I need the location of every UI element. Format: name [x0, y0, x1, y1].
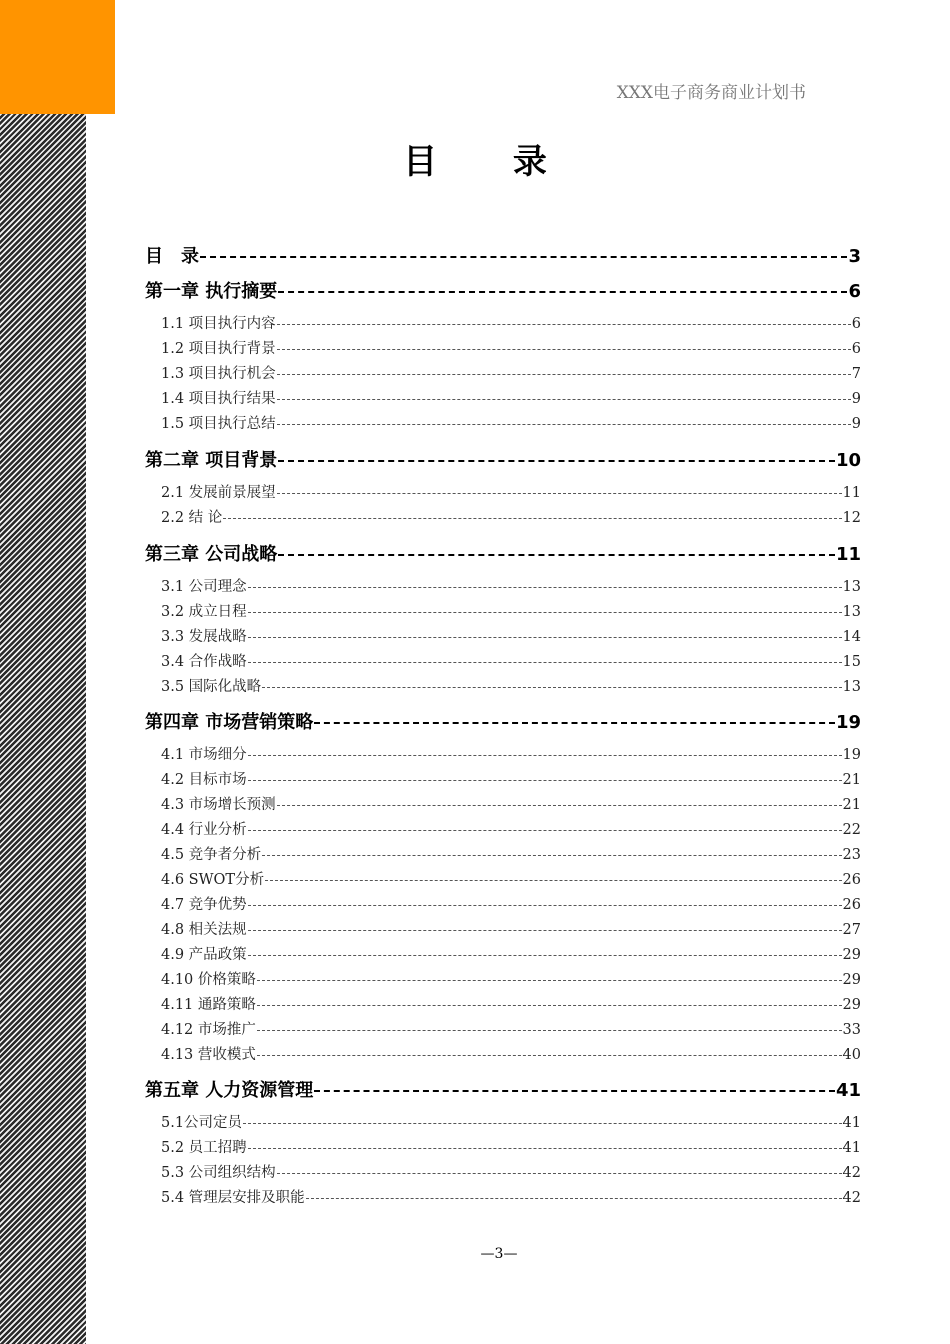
- toc-dash-leader: [248, 905, 842, 906]
- toc-section-entry[interactable]: [161, 675, 861, 696]
- toc-page-number: 6: [848, 281, 861, 302]
- toc-entry-label: 4.1 市场细分: [161, 747, 247, 763]
- toc-entry-label: 4.4 行业分析: [161, 822, 247, 838]
- toc-dash-leader: [248, 662, 842, 663]
- toc-entry-label: 1.2 项目执行背景: [161, 341, 276, 357]
- toc-section-entry[interactable]: [161, 337, 861, 358]
- toc-dash-leader: [257, 1055, 842, 1056]
- toc-entry-label: 4.8 相关法规: [161, 922, 247, 938]
- page-number-footer: —3—: [480, 1246, 518, 1262]
- toc-section-entry[interactable]: [161, 743, 861, 764]
- toc-entry-label: 3.1 公司理念: [161, 579, 247, 595]
- toc-chapter-entry[interactable]: [145, 708, 861, 734]
- toc-section-entry[interactable]: [161, 362, 861, 383]
- toc-entry-label: 1.4 项目执行结果: [161, 391, 276, 407]
- toc-entry-label: 第三章 公司战略: [145, 544, 278, 565]
- toc-page-number: 9: [851, 391, 861, 407]
- toc-chapter-entry[interactable]: [145, 540, 861, 566]
- toc-dash-leader: [248, 587, 842, 588]
- toc-dash-leader: [248, 1148, 842, 1149]
- toc-section-entry[interactable]: [161, 600, 861, 621]
- toc-dash-leader: [277, 399, 851, 400]
- toc-section-entry[interactable]: [161, 893, 861, 914]
- toc-section-entry[interactable]: [161, 506, 861, 527]
- toc-dash-leader: [248, 612, 842, 613]
- document-header-title: XXX电子商务商业计划书: [616, 83, 806, 103]
- toc-section-entry[interactable]: [161, 968, 861, 989]
- toc-page-number: 26: [842, 897, 861, 913]
- toc-section-entry[interactable]: [161, 1136, 861, 1157]
- toc-entry-label: 2.2 结 论: [161, 510, 223, 526]
- toc-section-entry[interactable]: [161, 575, 861, 596]
- toc-dash-leader: [277, 805, 842, 806]
- toc-section-entry[interactable]: [161, 1043, 861, 1064]
- toc-page-number: 41: [835, 1080, 861, 1101]
- toc-entry-label: 4.7 竞争优势: [161, 897, 247, 913]
- toc-page-number: 19: [842, 747, 861, 763]
- orange-corner-block: [0, 0, 115, 114]
- toc-dash-leader: [248, 955, 842, 956]
- toc-entry-label: 4.10 价格策略: [161, 972, 256, 988]
- toc-page-number: 10: [835, 450, 861, 471]
- toc-entry-label: 4.11 通路策略: [161, 997, 256, 1013]
- toc-dash-leader: [257, 980, 842, 981]
- toc-dash-leader: [277, 374, 851, 375]
- toc-entry-label: 第四章 市场营销策略: [145, 712, 314, 733]
- toc-dash-leader: [314, 1090, 835, 1092]
- toc-section-entry[interactable]: [161, 1018, 861, 1039]
- toc-dash-leader: [243, 1123, 841, 1124]
- toc-entry-label: 5.4 管理层安排及职能: [161, 1190, 305, 1206]
- toc-section-entry[interactable]: [161, 481, 861, 502]
- toc-chapter-entry[interactable]: [145, 446, 861, 472]
- toc-section-entry[interactable]: [161, 650, 861, 671]
- toc-dash-leader: [248, 830, 842, 831]
- toc-dash-leader: [277, 424, 851, 425]
- toc-dash-leader: [278, 554, 835, 556]
- toc-page-number: 3: [848, 246, 861, 267]
- toc-dash-leader: [223, 518, 841, 519]
- toc-dash-leader: [262, 855, 841, 856]
- toc-entry-label: 5.3 公司组织结构: [161, 1165, 276, 1181]
- toc-page-number: 23: [842, 847, 861, 863]
- toc-dash-leader: [200, 256, 847, 258]
- toc-entry-label: 1.1 项目执行内容: [161, 316, 276, 332]
- toc-section-entry[interactable]: [161, 1161, 861, 1182]
- toc-entry-label: 4.9 产品政策: [161, 947, 247, 963]
- toc-entry-label: 3.5 国际化战略: [161, 679, 262, 695]
- toc-page-number: 6: [851, 341, 861, 357]
- toc-page-number: 21: [842, 772, 861, 788]
- toc-section-entry[interactable]: [161, 868, 861, 889]
- toc-entry-label: 1.5 项目执行总结: [161, 416, 276, 432]
- toc-dash-leader: [257, 1005, 842, 1006]
- toc-entry-label: 第一章 执行摘要: [145, 281, 278, 302]
- toc-page-number: 14: [842, 629, 861, 645]
- diagonal-stripe-margin: [0, 114, 86, 1344]
- toc-page-number: 12: [842, 510, 861, 526]
- toc-page-number: 41: [842, 1140, 861, 1156]
- toc-section-entry[interactable]: [161, 843, 861, 864]
- toc-dash-leader: [277, 349, 851, 350]
- toc-page-number: 11: [835, 544, 861, 565]
- toc-dash-leader: [248, 755, 842, 756]
- toc-entry-label: 2.1 发展前景展望: [161, 485, 276, 501]
- toc-section-entry[interactable]: [161, 918, 861, 939]
- toc-section-entry[interactable]: [161, 768, 861, 789]
- toc-section-entry[interactable]: [161, 818, 861, 839]
- toc-page-number: 9: [851, 416, 861, 432]
- toc-page-number: 33: [842, 1022, 861, 1038]
- toc-page-number: 29: [842, 947, 861, 963]
- toc-entry-label: 5.1公司定员: [161, 1115, 243, 1131]
- toc-page-number: 11: [842, 485, 861, 501]
- toc-page-number: 29: [842, 972, 861, 988]
- toc-entry-label: 5.2 员工招聘: [161, 1140, 247, 1156]
- toc-dash-leader: [278, 291, 847, 293]
- toc-page-number: 13: [842, 579, 861, 595]
- toc-entry-label: 3.2 成立日程: [161, 604, 247, 620]
- toc-section-entry[interactable]: [161, 625, 861, 646]
- toc-page-number: 42: [842, 1190, 861, 1206]
- toc-section-entry[interactable]: [161, 993, 861, 1014]
- toc-entry-label: 4.13 营收模式: [161, 1047, 256, 1063]
- toc-entry-label: 第五章 人力资源管理: [145, 1080, 314, 1101]
- toc-section-entry[interactable]: [161, 943, 861, 964]
- page-title: 目 录: [403, 142, 579, 182]
- toc-entry-label: 4.12 市场推广: [161, 1022, 256, 1038]
- toc-chapter-entry[interactable]: [145, 277, 861, 303]
- toc-dash-leader: [306, 1198, 842, 1199]
- toc-section-entry[interactable]: [161, 793, 861, 814]
- toc-page-number: 26: [842, 872, 861, 888]
- toc-dash-leader: [257, 1030, 842, 1031]
- toc-section-entry[interactable]: [161, 387, 861, 408]
- toc-page-number: 6: [851, 316, 861, 332]
- toc-dash-leader: [277, 324, 851, 325]
- toc-entry-label: 1.3 项目执行机会: [161, 366, 276, 382]
- toc-entry-label: 3.3 发展战略: [161, 629, 247, 645]
- toc-dash-leader: [277, 493, 842, 494]
- toc-page-number: 41: [842, 1115, 861, 1131]
- toc-page-number: 19: [835, 712, 861, 733]
- toc-entry-label: 目 录: [145, 246, 199, 267]
- toc-page-number: 29: [842, 997, 861, 1013]
- toc-dash-leader: [262, 687, 841, 688]
- toc-section-entry[interactable]: [161, 1111, 861, 1132]
- toc-section-entry[interactable]: [161, 1186, 861, 1207]
- toc-chapter-entry[interactable]: [145, 1076, 861, 1102]
- toc-entry-label: 4.5 竞争者分析: [161, 847, 262, 863]
- toc-dash-leader: [248, 780, 842, 781]
- toc-page-number: 42: [842, 1165, 861, 1181]
- toc-page-number: 13: [842, 679, 861, 695]
- toc-entry-label: 4.3 市场增长预测: [161, 797, 276, 813]
- toc-dash-leader: [277, 1173, 842, 1174]
- toc-page-number: 7: [851, 366, 861, 382]
- toc-page-number: 13: [842, 604, 861, 620]
- toc-entry-label: 4.2 目标市场: [161, 772, 247, 788]
- toc-section-entry[interactable]: [161, 412, 861, 433]
- toc-section-entry[interactable]: [161, 312, 861, 333]
- toc-page-number: 27: [842, 922, 861, 938]
- toc-dash-leader: [314, 722, 835, 724]
- toc-dash-leader: [248, 930, 842, 931]
- toc-page-number: 40: [842, 1047, 861, 1063]
- toc-dash-leader: [265, 880, 841, 881]
- toc-page-number: 15: [842, 654, 861, 670]
- toc-dash-leader: [248, 637, 842, 638]
- toc-entry-label: 第二章 项目背景: [145, 450, 278, 471]
- toc-dash-leader: [278, 460, 835, 462]
- toc-chapter-entry[interactable]: [145, 242, 861, 268]
- toc-page-number: 21: [842, 797, 861, 813]
- toc-entry-label: 3.4 合作战略: [161, 654, 247, 670]
- toc-entry-label: 4.6 SWOT分析: [161, 872, 265, 888]
- toc-page-number: 22: [842, 822, 861, 838]
